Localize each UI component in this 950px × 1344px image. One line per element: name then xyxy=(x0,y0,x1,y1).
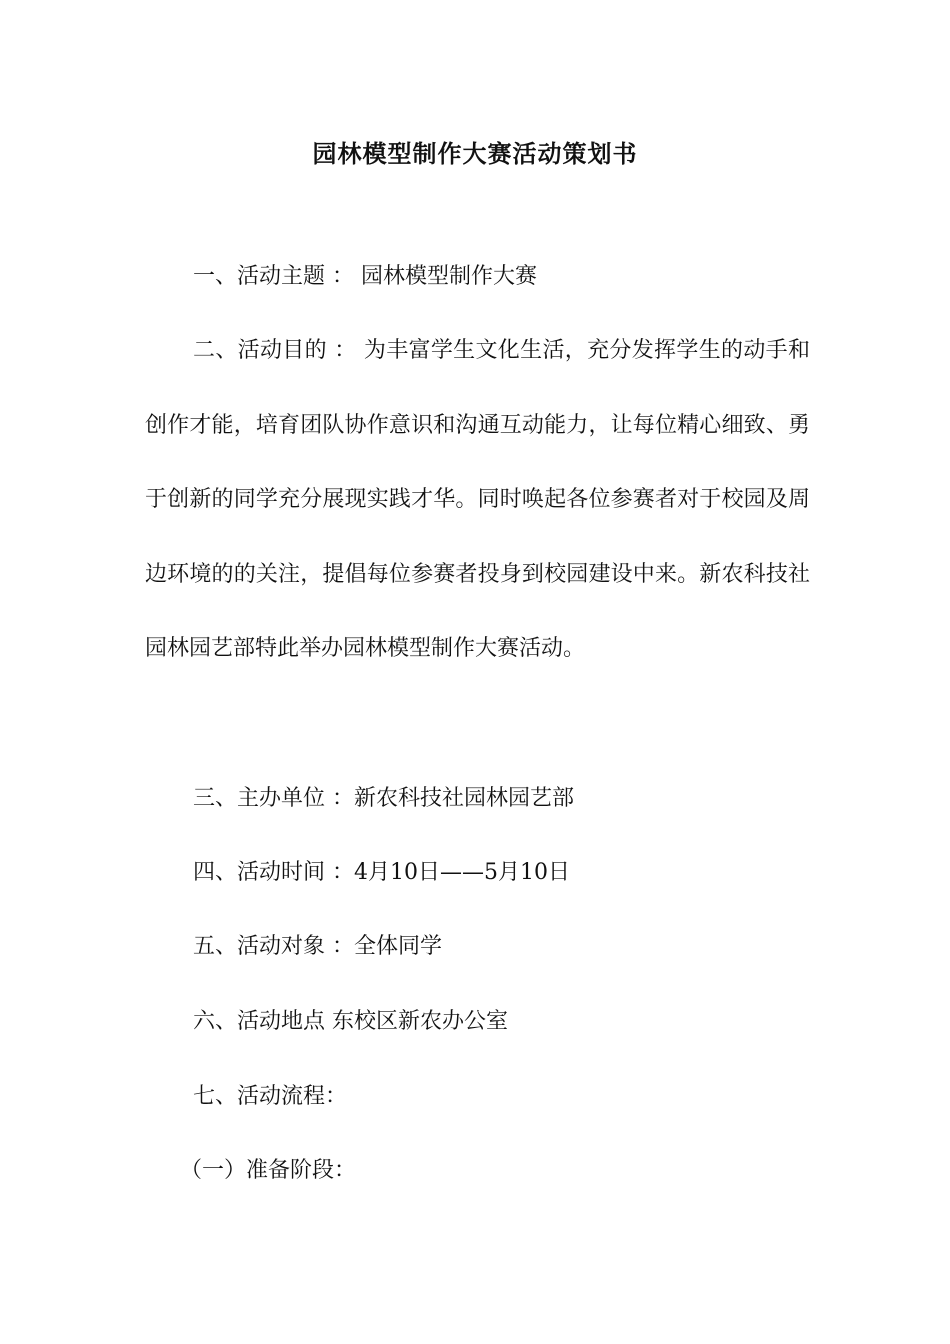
section-organizer: 三、主办单位 ：新农科技社园林园艺部 xyxy=(193,786,574,811)
section-process: 七、活动流程： xyxy=(193,1084,348,1109)
section-stage-preparation: （一）准备阶段： xyxy=(180,1158,357,1183)
section-location: 六、活动地点 东校区新农办公室 xyxy=(193,1009,508,1034)
section-audience: 五、活动对象 ：全体同学 xyxy=(193,934,442,959)
section-time: 四、活动时间 ：4月10日——5月10日 xyxy=(193,860,570,885)
document-title: 园林模型制作大赛活动策划书 xyxy=(312,139,638,168)
section-purpose: 二、活动目的 ： 为丰富学生文化生活，充分发挥学生的动手和创作才能，培育团队协作意识和沟通互动能力，让每位精心细致、勇于创新的同学充分展现实践才华。同时唤起各位参赛者对于校园及周边环境的的关注，提倡每位参赛者投身到校园建设中来。新农科技社园林园艺部特此举办园林模型制作大赛活动。 xyxy=(145,338,810,662)
section-theme: 一、活动主题 ： 园林模型制作大赛 xyxy=(193,264,537,289)
